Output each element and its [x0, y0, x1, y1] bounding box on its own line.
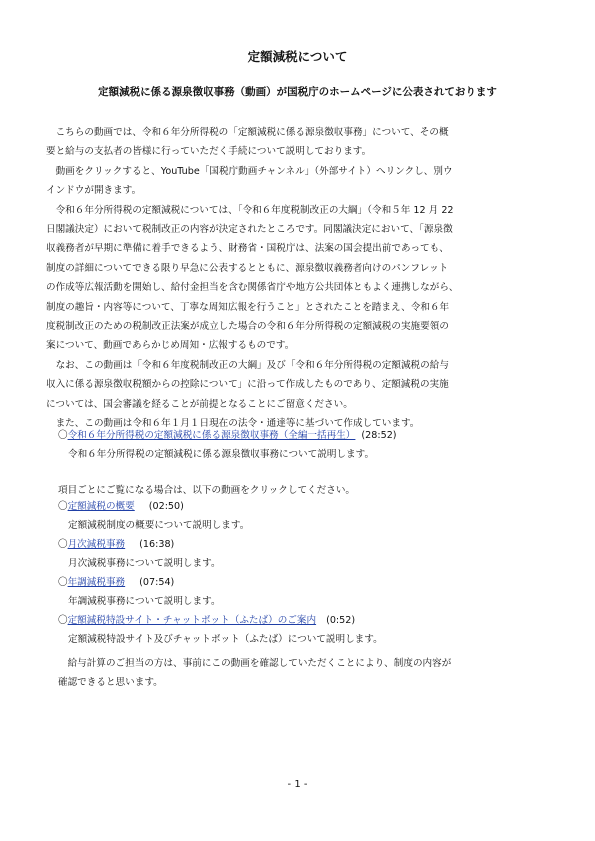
closing-line: 給与計算のご担当の方は、事前にこの動画を確認していただくことにより、制度の内容が	[58, 658, 452, 669]
video-item	[58, 611, 383, 630]
video-description: 年調減税事務について説明します。	[68, 596, 221, 607]
body-line: 日閣議決定）において税制改正の内容が決定されたところです。同閣議決定において、「源泉徴	[46, 224, 453, 236]
video-duration: (02:50)	[148, 501, 184, 512]
body-text	[46, 123, 556, 434]
body-line: 収義務者が早期に準備に着手できるよう、財務省・国税庁は、法案の国会提出前であっても、	[46, 243, 449, 255]
body-line: 令和６年分所得税の定額減税については、「令和６年度税制改正の大綱」（令和５年 12 月 22	[46, 204, 454, 216]
main-video-description: 令和６年分所得税の定額減税に係る源泉徴収事務について説明します。	[68, 449, 375, 460]
body-line: インドウが開きます。	[46, 185, 142, 197]
video-description: 定額減税特設サイト及びチャットボット（ふたば）について説明します。	[68, 634, 383, 645]
closing-text	[58, 654, 451, 693]
bullet-circle: 〇	[58, 577, 68, 588]
body-line: なお、この動画は「令和６年度税制改正の大綱」及び「令和６年分所得税の定額減税の給与	[46, 359, 449, 371]
closing-line: 確認できると思います。	[58, 677, 163, 689]
body-line: 制度の詳細についてできる限り早急に公表するとともに、源泉徴収義務者向けのパンフレット	[46, 262, 449, 274]
video-link-overview[interactable]: 定額減税の概要	[67, 501, 135, 512]
body-line: こちらの動画では、令和６年分所得税の「定額減税に係る源泉徴収事務」について、その概	[46, 127, 449, 138]
video-list	[58, 497, 383, 649]
bullet-circle: 〇	[58, 615, 68, 626]
video-item	[58, 573, 383, 592]
body-line: の作成等広報活動を開始し、給付金担当を含む関係省庁や地方公共団体ともよく連携しながら、	[46, 282, 459, 294]
video-duration: (16:38)	[139, 539, 175, 550]
video-link-year-end[interactable]: 年調減税事務	[67, 577, 126, 588]
video-description: 月次減税事務について説明します。	[68, 558, 221, 569]
bullet-circle: 〇	[58, 501, 68, 512]
video-duration: (0:52)	[326, 615, 356, 626]
main-video-link[interactable]: 令和６年分所得税の定額減税に係る源泉徴収事務（全編一括再生）	[67, 430, 356, 441]
body-line: また、この動画は令和６年１月１日現在の法令・通達等に基づいて作成しています。	[46, 418, 420, 430]
body-line: 収入に係る源泉徴収税額からの控除について」に沿って作成したものであり、定額減税の実施	[46, 379, 449, 391]
video-list-intro: 項目ごとにご覧になる場合は、以下の動画をクリックしてください。	[58, 485, 356, 496]
video-duration: (28:52)	[361, 430, 397, 441]
body-line: については、国会審議を経ることが前提となることにご留意ください。	[46, 398, 353, 410]
video-item	[58, 497, 383, 516]
video-link-special-site[interactable]: 定額減税特設サイト・チャットボット（ふたば）のご案内	[67, 615, 317, 626]
bullet-circle: 〇	[58, 539, 68, 550]
bullet-circle: 〇	[58, 430, 68, 441]
video-item	[58, 535, 383, 554]
page-number: - 1 -	[287, 779, 308, 790]
main-video-item	[58, 426, 397, 445]
body-line: 案について、動画であらかじめ周知・広報するものです。	[46, 340, 295, 352]
body-line: 制度の趣旨・内容等について、丁寧な周知広報を行うこと」とされたことを踏まえ、令和６年	[46, 301, 450, 313]
video-link-monthly[interactable]: 月次減税事務	[67, 539, 126, 550]
page-title: 定額減税について	[247, 49, 348, 64]
main-video-block	[58, 426, 397, 464]
body-line: 動画をクリックすると、YouTube「国税庁動画チャンネル」（外部サイト）へリンクし、別ウ	[46, 165, 453, 177]
video-duration: (07:54)	[139, 577, 175, 588]
body-line: 度税制改正のための税制改正法案が成立した場合の令和６年分所得税の定額減税の実施要領の	[46, 321, 449, 333]
body-line: 要と給与の支払者の皆様に行っていただく手続について説明しております。	[46, 146, 372, 158]
page-subtitle: 定額減税に係る源泉徴収事務（動画）が国税庁のホームページに公表されております	[98, 86, 497, 98]
video-description: 定額減税制度の概要について説明します。	[68, 520, 250, 531]
